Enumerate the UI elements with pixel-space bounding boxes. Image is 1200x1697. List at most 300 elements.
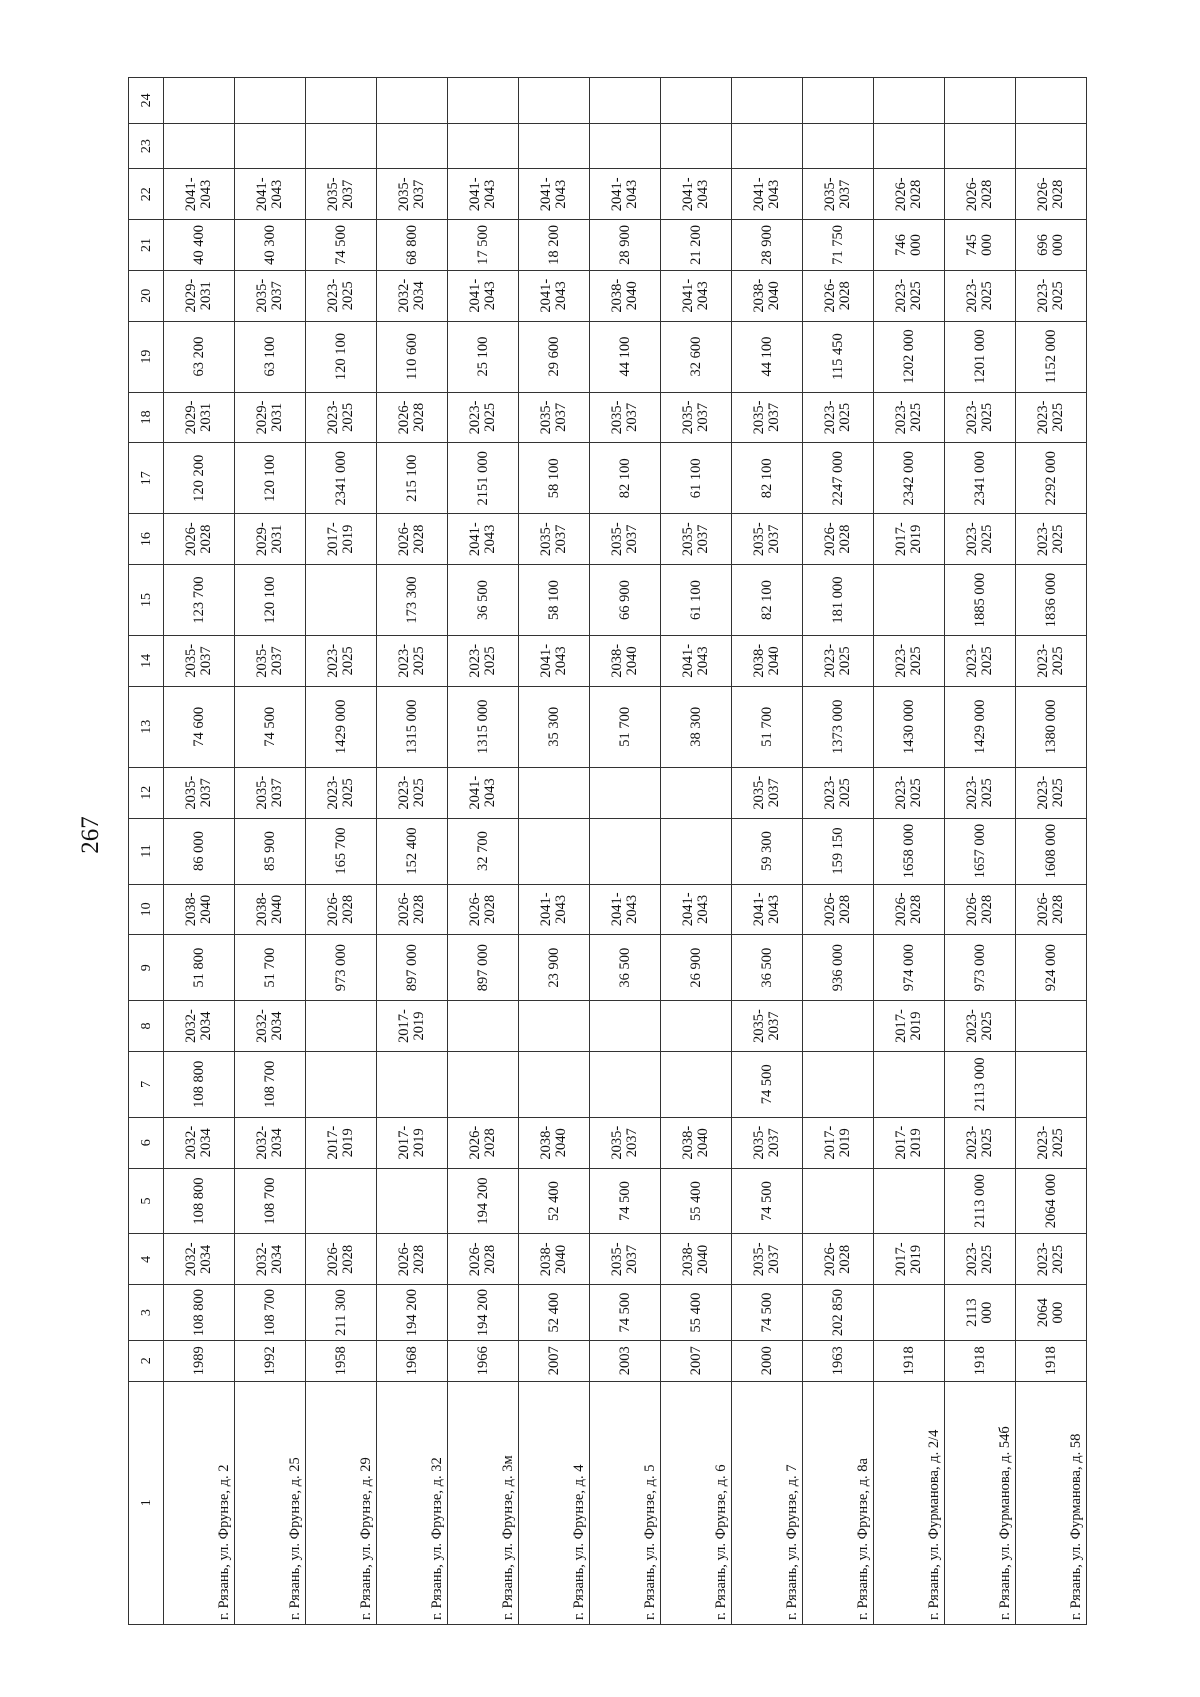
table-cell: 21 200 bbox=[661, 220, 732, 271]
table-cell: 55 400 bbox=[661, 1168, 732, 1234]
table-cell: 2023- 2025 bbox=[945, 1001, 1016, 1052]
table-cell: 2026- 2028 bbox=[448, 1234, 519, 1285]
table-cell: 74 500 bbox=[732, 1285, 803, 1341]
header-cell: 11 bbox=[129, 818, 164, 884]
table-cell: 2041- 2043 bbox=[235, 169, 306, 220]
table-cell bbox=[803, 78, 874, 124]
rotated-table bbox=[128, 77, 1084, 1625]
table-cell bbox=[377, 123, 448, 169]
table-cell bbox=[945, 78, 1016, 124]
table-cell bbox=[1016, 78, 1087, 124]
header-cell: 20 bbox=[129, 270, 164, 321]
table-cell: 18 200 bbox=[519, 220, 590, 271]
table-cell: 82 100 bbox=[732, 443, 803, 514]
table-cell: 2023- 2025 bbox=[803, 636, 874, 687]
header-row bbox=[129, 78, 164, 1625]
table-cell: 2023- 2025 bbox=[945, 636, 1016, 687]
table-cell bbox=[519, 767, 590, 818]
table-cell: 696 000 bbox=[1016, 220, 1087, 271]
table-cell: 108 700 bbox=[235, 1051, 306, 1117]
table-cell: 58 100 bbox=[519, 443, 590, 514]
table-cell: 1429 000 bbox=[306, 686, 377, 767]
table-cell: 2041- 2043 bbox=[661, 169, 732, 220]
table-cell: 2035- 2037 bbox=[590, 1117, 661, 1168]
table-cell: 2023- 2025 bbox=[874, 767, 945, 818]
table-cell: 1202 000 bbox=[874, 321, 945, 392]
table-cell: 2007 bbox=[661, 1340, 732, 1381]
header-cell: 2 bbox=[129, 1340, 164, 1381]
table-cell: 2035- 2037 bbox=[732, 767, 803, 818]
table-cell bbox=[306, 1168, 377, 1234]
table-cell: 2032- 2034 bbox=[377, 270, 448, 321]
table-cell: 2026- 2028 bbox=[377, 392, 448, 443]
table-cell: 110 600 bbox=[377, 321, 448, 392]
table-cell: 165 700 bbox=[306, 818, 377, 884]
table-cell: 2341 000 bbox=[945, 443, 1016, 514]
table-cell: 2023- 2025 bbox=[448, 636, 519, 687]
table-cell: 897 000 bbox=[377, 935, 448, 1001]
header-cell: 13 bbox=[129, 686, 164, 767]
table-cell: 2038- 2040 bbox=[590, 636, 661, 687]
table-cell: 2041- 2043 bbox=[661, 636, 732, 687]
table-cell bbox=[661, 1001, 732, 1052]
table-cell: 40 300 bbox=[235, 220, 306, 271]
table-cell: 2035- 2037 bbox=[661, 514, 732, 565]
table-cell: 2023- 2025 bbox=[306, 270, 377, 321]
table-cell: 2026- 2028 bbox=[164, 514, 235, 565]
table-cell: 2038- 2040 bbox=[661, 1234, 732, 1285]
header-cell: 17 bbox=[129, 443, 164, 514]
table-cell: 2023- 2025 bbox=[1016, 270, 1087, 321]
table-cell: 2000 bbox=[732, 1340, 803, 1381]
table-cell: 74 500 bbox=[732, 1051, 803, 1117]
header-cell: 3 bbox=[129, 1285, 164, 1341]
table-cell: 2041- 2043 bbox=[519, 169, 590, 220]
table-row bbox=[945, 78, 1016, 1625]
header-cell: 22 bbox=[129, 169, 164, 220]
table-cell: 2026- 2028 bbox=[945, 169, 1016, 220]
table-cell: 2026- 2028 bbox=[945, 884, 1016, 935]
table-cell: 1918 bbox=[874, 1340, 945, 1381]
table-cell: 2017- 2019 bbox=[874, 514, 945, 565]
table-cell: 23 900 bbox=[519, 935, 590, 1001]
table-row bbox=[448, 78, 519, 1625]
table-cell bbox=[590, 123, 661, 169]
table-cell bbox=[306, 565, 377, 636]
address-cell: г. Рязань, ул. Фрунзе, д. 7 bbox=[732, 1381, 803, 1624]
table-cell: 2029- 2031 bbox=[235, 392, 306, 443]
table-cell: 1608 000 bbox=[1016, 818, 1087, 884]
table-cell bbox=[661, 123, 732, 169]
table-cell: 2247 000 bbox=[803, 443, 874, 514]
table-cell: 2292 000 bbox=[1016, 443, 1087, 514]
table-cell: 2029- 2031 bbox=[235, 514, 306, 565]
table-cell: 120 200 bbox=[164, 443, 235, 514]
table-cell bbox=[448, 123, 519, 169]
table-cell: 58 100 bbox=[519, 565, 590, 636]
address-cell: г. Рязань, ул. Фрунзе, д. 3м bbox=[448, 1381, 519, 1624]
table-cell: 2029- 2031 bbox=[164, 270, 235, 321]
header-cell: 15 bbox=[129, 565, 164, 636]
table-cell: 2023- 2025 bbox=[306, 767, 377, 818]
table-cell: 1152 000 bbox=[1016, 321, 1087, 392]
table-cell: 2035- 2037 bbox=[164, 636, 235, 687]
table-cell: 2035- 2037 bbox=[732, 1117, 803, 1168]
table-cell: 63 200 bbox=[164, 321, 235, 392]
header-cell: 1 bbox=[129, 1381, 164, 1624]
table-cell: 108 800 bbox=[164, 1168, 235, 1234]
table-cell: 52 400 bbox=[519, 1168, 590, 1234]
table-cell: 61 100 bbox=[661, 565, 732, 636]
header-cell: 9 bbox=[129, 935, 164, 1001]
table-cell: 2023- 2025 bbox=[448, 392, 519, 443]
header-cell: 19 bbox=[129, 321, 164, 392]
table-cell: 2341 000 bbox=[306, 443, 377, 514]
table-cell: 173 300 bbox=[377, 565, 448, 636]
header-cell: 24 bbox=[129, 78, 164, 124]
table-cell: 2113 000 bbox=[945, 1168, 1016, 1234]
table-cell: 202 850 bbox=[803, 1285, 874, 1341]
table-cell: 2029- 2031 bbox=[164, 392, 235, 443]
table-cell: 2041- 2043 bbox=[448, 270, 519, 321]
table-cell bbox=[874, 123, 945, 169]
header-cell: 12 bbox=[129, 767, 164, 818]
address-cell: г. Рязань, ул. Фрунзе, д. 29 bbox=[306, 1381, 377, 1624]
table-cell: 745 000 bbox=[945, 220, 1016, 271]
table-cell: 2342 000 bbox=[874, 443, 945, 514]
header-cell: 14 bbox=[129, 636, 164, 687]
table-cell: 2038- 2040 bbox=[519, 1234, 590, 1285]
table-cell: 2017- 2019 bbox=[874, 1234, 945, 1285]
table-row bbox=[235, 78, 306, 1625]
table-cell bbox=[377, 78, 448, 124]
table-cell: 63 100 bbox=[235, 321, 306, 392]
table-cell: 1992 bbox=[235, 1340, 306, 1381]
header-cell: 21 bbox=[129, 220, 164, 271]
table-cell: 51 700 bbox=[732, 686, 803, 767]
table-cell: 35 300 bbox=[519, 686, 590, 767]
table-cell: 2023- 2025 bbox=[1016, 1234, 1087, 1285]
table-cell: 32 700 bbox=[448, 818, 519, 884]
header-cell: 10 bbox=[129, 884, 164, 935]
table-cell bbox=[874, 565, 945, 636]
table-cell: 1885 000 bbox=[945, 565, 1016, 636]
table-cell: 44 100 bbox=[590, 321, 661, 392]
table-cell: 2035- 2037 bbox=[803, 169, 874, 220]
table-cell: 1201 000 bbox=[945, 321, 1016, 392]
table-cell: 74 600 bbox=[164, 686, 235, 767]
table-cell: 152 400 bbox=[377, 818, 448, 884]
table-cell: 2035- 2037 bbox=[164, 767, 235, 818]
table-cell: 108 700 bbox=[235, 1168, 306, 1234]
table-row bbox=[1016, 78, 1087, 1625]
table-cell: 2041- 2043 bbox=[590, 169, 661, 220]
table-cell: 1657 000 bbox=[945, 818, 1016, 884]
table-cell bbox=[448, 1051, 519, 1117]
table-cell: 85 900 bbox=[235, 818, 306, 884]
table-cell: 2035- 2037 bbox=[519, 514, 590, 565]
table-cell: 82 100 bbox=[590, 443, 661, 514]
table-cell: 108 800 bbox=[164, 1285, 235, 1341]
table-cell: 120 100 bbox=[235, 565, 306, 636]
header-cell: 4 bbox=[129, 1234, 164, 1285]
table-cell bbox=[661, 78, 732, 124]
table-cell bbox=[590, 78, 661, 124]
table-cell bbox=[306, 78, 377, 124]
table-cell: 71 750 bbox=[803, 220, 874, 271]
table-cell: 2023- 2025 bbox=[377, 636, 448, 687]
table-cell bbox=[519, 1051, 590, 1117]
table-cell: 2035- 2037 bbox=[377, 169, 448, 220]
table-cell: 74 500 bbox=[235, 686, 306, 767]
table-cell: 120 100 bbox=[306, 321, 377, 392]
table-cell: 2041- 2043 bbox=[519, 270, 590, 321]
table-cell: 211 300 bbox=[306, 1285, 377, 1341]
table-cell: 1966 bbox=[448, 1340, 519, 1381]
table-cell: 66 900 bbox=[590, 565, 661, 636]
table-cell: 973 000 bbox=[306, 935, 377, 1001]
table-cell: 2038- 2040 bbox=[732, 270, 803, 321]
table-cell bbox=[945, 123, 1016, 169]
table-row bbox=[306, 78, 377, 1625]
table-cell bbox=[874, 1051, 945, 1117]
table-cell bbox=[164, 78, 235, 124]
address-cell: г. Рязань, ул. Фрунзе, д. 6 bbox=[661, 1381, 732, 1624]
header-cell: 8 bbox=[129, 1001, 164, 1052]
table-cell bbox=[803, 1168, 874, 1234]
table-cell: 924 000 bbox=[1016, 935, 1087, 1001]
table-cell bbox=[235, 123, 306, 169]
table-cell bbox=[519, 123, 590, 169]
table-cell: 2038- 2040 bbox=[661, 1117, 732, 1168]
table-cell: 52 400 bbox=[519, 1285, 590, 1341]
table-cell: 2026- 2028 bbox=[803, 1234, 874, 1285]
table-cell: 2017- 2019 bbox=[874, 1117, 945, 1168]
table-cell: 2023- 2025 bbox=[377, 767, 448, 818]
table-cell: 1918 bbox=[1016, 1340, 1087, 1381]
address-cell: г. Рязань, ул. Фрунзе, д. 25 bbox=[235, 1381, 306, 1624]
table-cell: 2026- 2028 bbox=[803, 884, 874, 935]
table-cell: 2026- 2028 bbox=[803, 270, 874, 321]
table-cell: 38 300 bbox=[661, 686, 732, 767]
table-cell: 29 600 bbox=[519, 321, 590, 392]
table-cell: 2007 bbox=[519, 1340, 590, 1381]
table-cell: 2026- 2028 bbox=[803, 514, 874, 565]
address-cell: г. Рязань, ул. Фрунзе, д. 4 bbox=[519, 1381, 590, 1624]
table-cell bbox=[306, 123, 377, 169]
table-cell: 974 000 bbox=[874, 935, 945, 1001]
table-cell: 2041- 2043 bbox=[661, 884, 732, 935]
table-cell: 2026- 2028 bbox=[874, 169, 945, 220]
table-cell: 2113 000 bbox=[945, 1051, 1016, 1117]
table-cell bbox=[519, 818, 590, 884]
table-cell: 2023- 2025 bbox=[1016, 392, 1087, 443]
address-cell: г. Рязань, ул. Фурманова, д. 2/4 bbox=[874, 1381, 945, 1624]
table-cell: 2038- 2040 bbox=[732, 636, 803, 687]
table-cell: 123 700 bbox=[164, 565, 235, 636]
table-row bbox=[590, 78, 661, 1625]
table-cell: 2026- 2028 bbox=[1016, 884, 1087, 935]
table-cell: 74 500 bbox=[590, 1285, 661, 1341]
table-row bbox=[803, 78, 874, 1625]
table-cell: 2035- 2037 bbox=[235, 270, 306, 321]
table-cell: 74 500 bbox=[732, 1168, 803, 1234]
table-cell bbox=[661, 1051, 732, 1117]
table-cell: 36 500 bbox=[590, 935, 661, 1001]
table-cell: 2023- 2025 bbox=[945, 270, 1016, 321]
table-cell: 115 450 bbox=[803, 321, 874, 392]
table-cell: 2035- 2037 bbox=[306, 169, 377, 220]
table-cell: 2038- 2040 bbox=[235, 884, 306, 935]
table-cell: 2026- 2028 bbox=[448, 884, 519, 935]
table-container bbox=[128, 77, 1084, 1625]
table-cell: 2064 000 bbox=[1016, 1168, 1087, 1234]
table-cell: 2035- 2037 bbox=[519, 392, 590, 443]
table-cell: 2035- 2037 bbox=[732, 1001, 803, 1052]
table-cell: 2026- 2028 bbox=[306, 884, 377, 935]
table-cell: 1380 000 bbox=[1016, 686, 1087, 767]
address-cell: г. Рязань, ул. Фрунзе, д. 5 bbox=[590, 1381, 661, 1624]
page-number bbox=[71, 800, 111, 870]
table-cell: 746 000 bbox=[874, 220, 945, 271]
table-cell: 2041- 2043 bbox=[590, 884, 661, 935]
table-cell: 2026- 2028 bbox=[306, 1234, 377, 1285]
table-cell: 181 000 bbox=[803, 565, 874, 636]
table-cell: 2017- 2019 bbox=[306, 1117, 377, 1168]
table-cell: 2041- 2043 bbox=[519, 636, 590, 687]
table-cell: 51 700 bbox=[590, 686, 661, 767]
table-cell: 17 500 bbox=[448, 220, 519, 271]
table-cell bbox=[732, 123, 803, 169]
table-cell bbox=[519, 1001, 590, 1052]
table-cell: 2041- 2043 bbox=[448, 169, 519, 220]
table-cell: 2023- 2025 bbox=[803, 767, 874, 818]
table-cell: 2026- 2028 bbox=[377, 884, 448, 935]
table-cell: 2041- 2043 bbox=[732, 169, 803, 220]
table-cell: 2041- 2043 bbox=[519, 884, 590, 935]
table-cell bbox=[874, 1168, 945, 1234]
table-cell bbox=[590, 767, 661, 818]
table-cell: 2026- 2028 bbox=[1016, 169, 1087, 220]
data-table bbox=[128, 77, 1087, 1625]
table-cell bbox=[590, 1051, 661, 1117]
table-cell bbox=[519, 78, 590, 124]
table-cell: 82 100 bbox=[732, 565, 803, 636]
table-cell bbox=[590, 818, 661, 884]
table-cell: 2032- 2034 bbox=[235, 1117, 306, 1168]
table-cell: 59 300 bbox=[732, 818, 803, 884]
table-cell: 2041- 2043 bbox=[164, 169, 235, 220]
table-cell: 194 200 bbox=[448, 1168, 519, 1234]
header-cell: 18 bbox=[129, 392, 164, 443]
table-cell bbox=[448, 78, 519, 124]
table-cell: 2032- 2034 bbox=[164, 1001, 235, 1052]
table-cell: 2023- 2025 bbox=[945, 392, 1016, 443]
table-cell: 44 100 bbox=[732, 321, 803, 392]
table-cell: 2032- 2034 bbox=[164, 1234, 235, 1285]
table-cell: 1315 000 bbox=[377, 686, 448, 767]
table-cell: 2023- 2025 bbox=[306, 392, 377, 443]
table-cell bbox=[661, 818, 732, 884]
table-cell: 2017- 2019 bbox=[377, 1117, 448, 1168]
table-cell: 40 400 bbox=[164, 220, 235, 271]
table-cell: 2023- 2025 bbox=[874, 392, 945, 443]
table-cell: 2023- 2025 bbox=[945, 767, 1016, 818]
table-cell: 2041- 2043 bbox=[448, 767, 519, 818]
table-cell: 2017- 2019 bbox=[306, 514, 377, 565]
table-cell: 1963 bbox=[803, 1340, 874, 1381]
table-cell: 1429 000 bbox=[945, 686, 1016, 767]
table-cell: 2035- 2037 bbox=[590, 1234, 661, 1285]
table-cell: 2023- 2025 bbox=[1016, 636, 1087, 687]
table-cell: 2038- 2040 bbox=[164, 884, 235, 935]
table-cell: 2151 000 bbox=[448, 443, 519, 514]
table-cell: 2035- 2037 bbox=[661, 392, 732, 443]
table-cell bbox=[377, 1168, 448, 1234]
table-cell: 2035- 2037 bbox=[590, 392, 661, 443]
table-cell: 1373 000 bbox=[803, 686, 874, 767]
table-cell: 215 100 bbox=[377, 443, 448, 514]
table-cell: 2023- 2025 bbox=[874, 270, 945, 321]
table-cell: 2023- 2025 bbox=[945, 1117, 1016, 1168]
table-cell: 1989 bbox=[164, 1340, 235, 1381]
table-cell: 1918 bbox=[945, 1340, 1016, 1381]
table-cell: 2003 bbox=[590, 1340, 661, 1381]
table-cell: 2032- 2034 bbox=[235, 1234, 306, 1285]
table-cell bbox=[661, 767, 732, 818]
table-cell: 2023- 2025 bbox=[1016, 767, 1087, 818]
table-cell bbox=[732, 78, 803, 124]
table-cell: 2032- 2034 bbox=[235, 1001, 306, 1052]
table-cell bbox=[1016, 1001, 1087, 1052]
table-cell: 51 800 bbox=[164, 935, 235, 1001]
table-cell: 2017- 2019 bbox=[803, 1117, 874, 1168]
table-cell bbox=[1016, 1051, 1087, 1117]
table-cell: 74 500 bbox=[306, 220, 377, 271]
table-cell bbox=[803, 1051, 874, 1117]
table-cell: 32 600 bbox=[661, 321, 732, 392]
table-cell: 2113 000 bbox=[945, 1285, 1016, 1341]
table-cell: 2032- 2034 bbox=[164, 1117, 235, 1168]
table-cell: 55 400 bbox=[661, 1285, 732, 1341]
table-cell: 2017- 2019 bbox=[874, 1001, 945, 1052]
table-cell: 2023- 2025 bbox=[803, 392, 874, 443]
table-cell bbox=[803, 123, 874, 169]
table-cell: 1968 bbox=[377, 1340, 448, 1381]
table-cell: 2026- 2028 bbox=[874, 884, 945, 935]
address-cell: г. Рязань, ул. Фрунзе, д. 32 bbox=[377, 1381, 448, 1624]
table-cell: 2026- 2028 bbox=[377, 514, 448, 565]
table-cell: 2023- 2025 bbox=[945, 514, 1016, 565]
table-cell bbox=[874, 1285, 945, 1341]
table-cell: 2017- 2019 bbox=[377, 1001, 448, 1052]
table-cell bbox=[874, 78, 945, 124]
table-cell bbox=[1016, 123, 1087, 169]
table-cell: 36 500 bbox=[732, 935, 803, 1001]
header-cell: 5 bbox=[129, 1168, 164, 1234]
page-number-text: 267 bbox=[77, 816, 104, 854]
table-cell: 2064 000 bbox=[1016, 1285, 1087, 1341]
table-cell: 2035- 2037 bbox=[235, 767, 306, 818]
table-cell: 51 700 bbox=[235, 935, 306, 1001]
table-cell bbox=[306, 1051, 377, 1117]
table-cell: 108 700 bbox=[235, 1285, 306, 1341]
address-cell: г. Рязань, ул. Фрунзе, д. 8а bbox=[803, 1381, 874, 1624]
table-cell: 159 150 bbox=[803, 818, 874, 884]
header-cell: 16 bbox=[129, 514, 164, 565]
table-cell: 36 500 bbox=[448, 565, 519, 636]
table-row bbox=[377, 78, 448, 1625]
